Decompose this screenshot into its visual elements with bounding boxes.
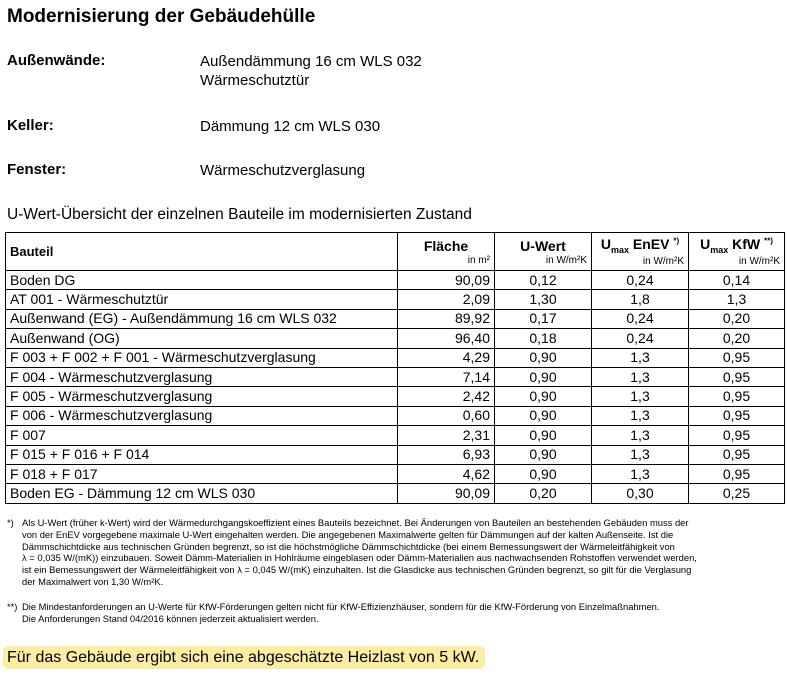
cell-uwert: 0,90 <box>495 367 592 386</box>
footnote-mark: **) <box>764 236 773 246</box>
header-uwert-label: U-Wert <box>520 237 566 254</box>
spec-label-fenster: Fenster: <box>7 161 67 178</box>
cell-bauteil: F 006 - Wärmeschutzverglasung <box>6 406 398 425</box>
spec-line: Wärmeschutztür <box>200 72 310 89</box>
spec-label-aussenwaende: Außenwände: <box>7 52 106 69</box>
kfw-text: KfW <box>728 236 761 253</box>
cell-umax-enev: 1,3 <box>592 464 689 483</box>
table-row <box>6 367 785 386</box>
header-flaeche-unit: in m² <box>467 254 490 266</box>
cell-uwert: 0,90 <box>495 426 592 445</box>
cell-bauteil: Außenwand (EG) - Außendämmung 16 cm WLS 032 <box>6 309 398 328</box>
footnote-mark: **) <box>7 601 18 612</box>
cell-umax-enev: 1,8 <box>592 290 689 309</box>
header-bauteil: Bauteil <box>6 233 398 271</box>
cell-uwert: 0,90 <box>495 387 592 406</box>
cell-flaeche: 90,09 <box>398 484 495 503</box>
cell-bauteil: F 007 <box>6 426 398 445</box>
cell-flaeche: 6,93 <box>398 445 495 464</box>
cell-bauteil: AT 001 - Wärmeschutztür <box>6 290 398 309</box>
heizlast-conclusion: Für das Gebäude ergibt sich eine abgeschätzte Heizlast von 5 kW. <box>3 646 485 669</box>
spec-value-keller <box>200 117 380 136</box>
spec-line: Außendämmung 16 cm WLS 032 <box>200 53 422 70</box>
table-row <box>6 271 785 290</box>
cell-uwert: 1,30 <box>495 290 592 309</box>
cell-flaeche: 90,09 <box>398 271 495 290</box>
cell-umax-kfw: 0,20 <box>689 309 785 328</box>
table-row <box>6 426 785 445</box>
table-row <box>6 464 785 483</box>
cell-umax-enev: 0,30 <box>592 484 689 503</box>
cell-bauteil: Boden DG <box>6 271 398 290</box>
max-subscript: max <box>710 244 729 255</box>
cell-uwert: 0,90 <box>495 445 592 464</box>
u-symbol: U <box>700 236 711 253</box>
cell-umax-enev: 1,3 <box>592 426 689 445</box>
footnote-line: Als U-Wert (früher k-Wert) wird der Wärmedurchgangskoeffizient eines Bauteils bezeichnet. Bei Änderungen von Bauteilen an bestehenden Gebäuden muss der <box>22 517 689 528</box>
cell-bauteil: F 004 - Wärmeschutzverglasung <box>6 367 398 386</box>
cell-bauteil: F 005 - Wärmeschutzverglasung <box>6 387 398 406</box>
footnote-text <box>22 517 777 588</box>
cell-bauteil: F 018 + F 017 <box>6 464 398 483</box>
cell-flaeche: 0,60 <box>398 406 495 425</box>
footnote-line: Die Anforderungen Stand 04/2016 können jederzeit aktualisiert werden. <box>22 612 319 624</box>
header-umax-kfw-unit: in W/m²K <box>738 255 780 267</box>
spec-line: Wärmeschutzverglasung <box>200 162 366 179</box>
footnote-mark: *) <box>7 517 14 528</box>
header-umax-enev-unit: in W/m²K <box>642 255 684 267</box>
cell-umax-enev: 1,3 <box>592 367 689 386</box>
cell-uwert: 0,20 <box>495 484 592 503</box>
cell-umax-enev: 1,3 <box>592 445 689 464</box>
table-row <box>6 387 785 406</box>
cell-umax-enev: 1,3 <box>592 406 689 425</box>
header-uwert-unit: in W/m²K <box>545 254 587 266</box>
page-title: Modernisierung der Gebäudehülle <box>7 6 316 27</box>
cell-flaeche: 7,14 <box>398 367 495 386</box>
header-flaeche-label: Fläche <box>423 237 469 254</box>
cell-umax-kfw: 0,95 <box>689 367 785 386</box>
cell-bauteil: F 015 + F 016 + F 014 <box>6 445 398 464</box>
spec-value-aussenwaende <box>200 52 422 90</box>
cell-flaeche: 96,40 <box>398 329 495 348</box>
cell-umax-enev: 0,24 <box>592 271 689 290</box>
cell-flaeche: 2,42 <box>398 387 495 406</box>
cell-umax-enev: 1,3 <box>592 348 689 367</box>
header-uwert <box>495 233 592 271</box>
cell-bauteil: F 003 + F 002 + F 001 - Wärmeschutzverglasung <box>6 348 398 367</box>
table-row <box>6 290 785 309</box>
footnote-mark: *) <box>673 236 680 246</box>
cell-uwert: 0,17 <box>495 309 592 328</box>
footnote-line: λ = 0,035 W/(mK)) einzubauen. Soweit Dämm-Materialien in Hohlräume eingeblasen oder Dämm-Materialien aus nachwachsenden Rohstoffen verwendet werden, <box>22 552 697 564</box>
cell-umax-kfw: 0,95 <box>689 445 785 464</box>
header-umax-kfw <box>689 233 785 271</box>
cell-uwert: 0,18 <box>495 329 592 348</box>
cell-umax-enev: 0,24 <box>592 309 689 328</box>
table-row <box>6 348 785 367</box>
spec-line: Dämmung 12 cm WLS 030 <box>200 118 381 135</box>
header-flaeche <box>398 233 495 271</box>
footnote-line: der Maximalwert von 1,30 W/m²K. <box>22 575 164 587</box>
cell-uwert: 0,12 <box>495 271 592 290</box>
footnote-line: Die Mindestanforderungen an U-Werte für KfW-Förderungen gelten nicht für KfW-Effizienzhäuser, sondern für die KfW-Förderung von Einzelmaßnahmen. <box>22 601 660 612</box>
cell-umax-kfw: 0,95 <box>689 387 785 406</box>
cell-umax-kfw: 0,95 <box>689 426 785 445</box>
spec-label-keller: Keller: <box>7 117 54 134</box>
cell-umax-enev: 1,3 <box>592 387 689 406</box>
table-row <box>6 329 785 348</box>
footnote-line: von der EnEV vorgegebene maximale U-Wert eingehalten werden. Die angegebenen Maximalwerte gelten für Dämmungen auf der kalten Außenseite. Ist die <box>22 528 674 540</box>
table-row <box>6 406 785 425</box>
cell-bauteil: Boden EG - Dämmung 12 cm WLS 030 <box>6 484 398 503</box>
spec-value-fenster <box>200 161 365 180</box>
cell-uwert: 0,90 <box>495 348 592 367</box>
cell-umax-kfw: 0,95 <box>689 406 785 425</box>
cell-umax-kfw: 0,14 <box>689 271 785 290</box>
cell-uwert: 0,90 <box>495 464 592 483</box>
cell-bauteil: Außenwand (OG) <box>6 329 398 348</box>
footnote-line: Dämmschichtdicke aus technischen Gründen begrenzt, so ist die höchstmögliche Dämmschichtdicke (bei einem Bemessungswert der Wärmeleitfähigkeit von <box>22 540 675 552</box>
table-row <box>6 445 785 464</box>
cell-flaeche: 89,92 <box>398 309 495 328</box>
cell-umax-kfw: 0,95 <box>689 464 785 483</box>
cell-umax-kfw: 0,95 <box>689 348 785 367</box>
cell-flaeche: 4,62 <box>398 464 495 483</box>
u-symbol: U <box>600 236 611 253</box>
cell-uwert: 0,90 <box>495 406 592 425</box>
max-subscript: max <box>610 244 629 255</box>
cell-flaeche: 2,31 <box>398 426 495 445</box>
header-umax-enev <box>592 233 689 271</box>
table-row <box>6 484 785 503</box>
cell-umax-enev: 0,24 <box>592 329 689 348</box>
header-umax-kfw-label <box>693 236 780 255</box>
cell-flaeche: 2,09 <box>398 290 495 309</box>
footnote-text <box>22 601 777 625</box>
table-row <box>6 309 785 328</box>
footnote-line: ist ein Bemessungswert der Wärmeleitfähigkeit von λ = 0,045 W/(mK) einzuhalten. Ist die Glasdicke aus technischen Gründen begrenzt, so gilt für die Verglasung <box>22 564 692 576</box>
header-umax-enev-label <box>596 236 684 255</box>
table-caption: U-Wert-Übersicht der einzelnen Bauteile im modernisierten Zustand <box>7 206 472 223</box>
table-header-row <box>6 233 785 271</box>
cell-umax-kfw: 0,25 <box>689 484 785 503</box>
cell-flaeche: 4,29 <box>398 348 495 367</box>
enev-text: EnEV <box>629 236 670 253</box>
cell-umax-kfw: 1,3 <box>689 290 785 309</box>
cell-umax-kfw: 0,20 <box>689 329 785 348</box>
u-value-table <box>5 232 785 504</box>
